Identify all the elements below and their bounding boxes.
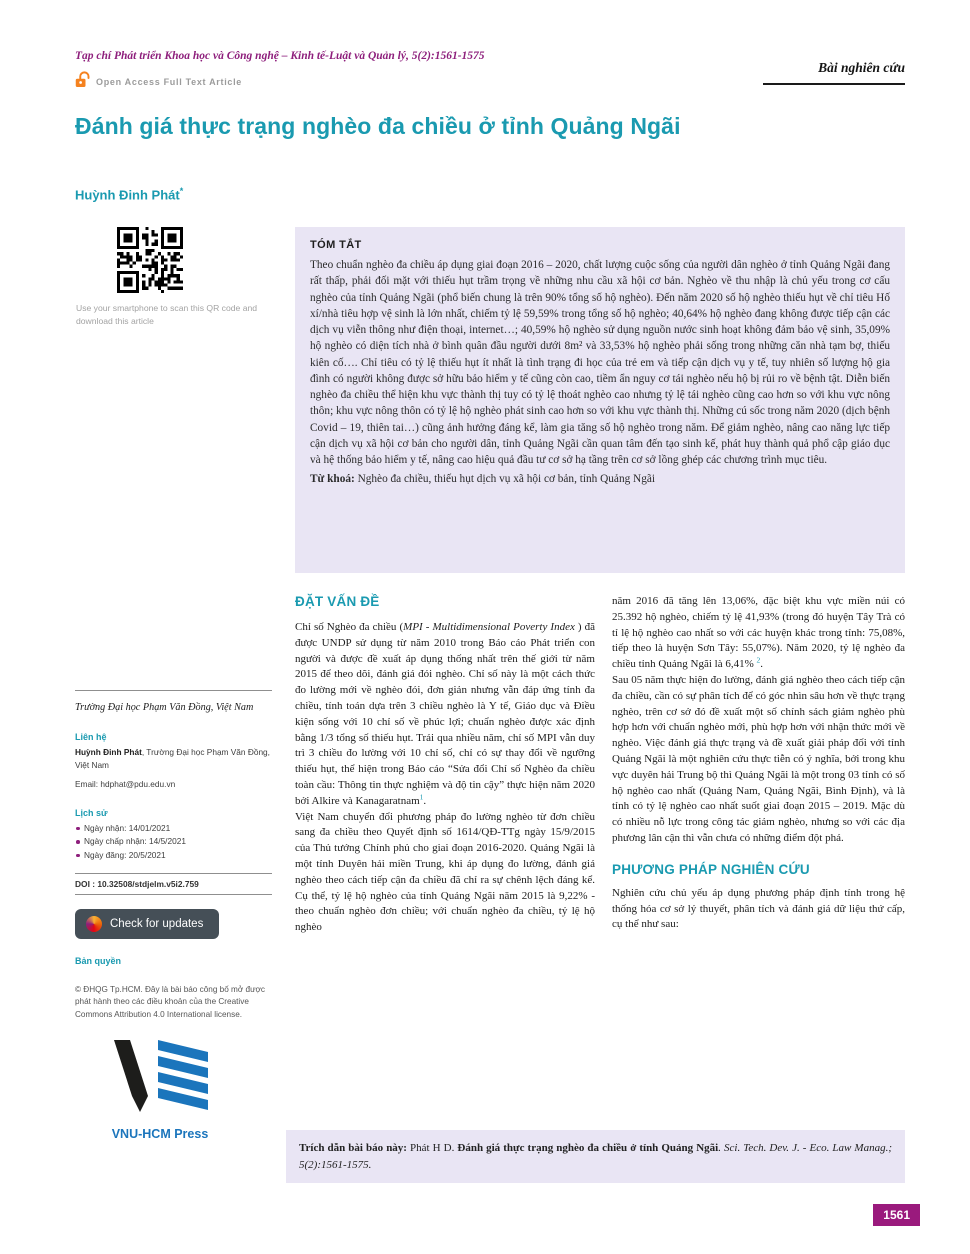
section-heading-dat-van-de: ĐẶT VẤN ĐỀ — [295, 594, 380, 609]
history-list — [75, 822, 272, 863]
open-access-label: Open Access Full Text Article — [96, 77, 243, 87]
citation-author: Phát H D. — [410, 1142, 458, 1154]
abstract-heading: TÓM TẮT — [310, 239, 362, 251]
history-heading: Lịch sử — [75, 807, 108, 818]
keywords-line — [310, 471, 890, 487]
doi-link[interactable]: DOI : 10.32508/stdjelm.v5i2.759 — [75, 873, 272, 895]
intro-paragraph-3: năm 2016 đã tăng lên 13,06%, đặc biệt khu vực miền núi có 25.392 hộ nghèo, chiếm tỷ lệ 41,93% (trong đó huyện Tây Trà có tỉ lệ hộ nghèo cao nhất so với các huyện khác trong tỉnh: 75,08%, tiếp theo là huyện Sơn Tây: 55,07%). Năm 2020, tỷ lệ nghèo đa chiều tỉnh Quảng Ngãi là 6,41% $^2$. — [612, 595, 905, 671]
intro-paragraph-4: Sau 05 năm thực hiện đo lường, đánh giá nghèo theo cách tiếp cận đa chiều, cần có sự phân tích để có góc nhìn sâu hơn về thực trạng nghèo, trên cơ sở đó đề xuất một số chính sách giảm nghèo phù hợp hơn với chuẩn nghèo mới, phù hợp hơn với nhận thức mới về nghèo. Việc đánh giá thực trạng và đề xuất giải pháp đối với tỉnh Quảng Ngãi là một nghiên cứu thực tiễn có ý nghĩa, bởi trong khu vực duyên hải Trung bộ thì Quảng Ngãi là một trong 03 tỉnh có số hộ nghèo cao nhất (Quảng Nam, Quảng Ngãi, Bình Định), và là tỉnh có tỷ lệ nghèo cao nhất suốt giai đoạn 2015 – 2019. Mặc dù có nhiều nỗ lực trong công tác giảm nghèo, nhưng so với các địa phương lân cận thì vẫn chưa có những điểm đột phá. — [612, 673, 905, 844]
citation-box — [286, 1130, 905, 1183]
mpi-term-italic: MPI - Multidimensional Poverty Index — [403, 621, 575, 633]
contact-heading: Liên hệ — [75, 732, 107, 743]
journal-title-line: Tạp chí Phát triển Khoa học và Công nghệ – Kinh tế-Luật và Quản lý, 5(2):1561-1575 — [75, 50, 485, 62]
sidebar-meta — [75, 690, 272, 1141]
keywords-label: Từ khoá: — [310, 473, 358, 486]
reference-link-1[interactable]: 1 — [419, 792, 424, 802]
abstract-text: Theo chuẩn nghèo đa chiều áp dụng giai đoạn 2016 – 2020, chất lượng cuộc sống của người dân nghèo ở tỉnh Quảng Ngãi đang rất thấp, phải đối mặt với thiếu hụt trầm trọng về những nhu cầu xã hội cơ bản. Nghèo về thu nhập là chủ yếu trong cơ cấu nghèo của tỉnh Quảng Ngãi (phổ biến chung là trên 90% tổng số hộ nghèo). Đến năm 2020 số hộ nghèo thiếu hụt về chỉ tiêu Hố xí/nhà tiêu hợp vệ sinh là lớn nhất, chiếm tỷ lệ 59,59% trong tổng số hộ nghèo; 40,64% hộ nghèo đang không được tiếp cận các dịch vụ viễn thông như điện thoại, internet…; 40,59% hộ nghèo sử dụng nguồn nước sinh hoạt không đảm bảo vệ sinh, 35,09% hộ nghèo có diện tích nhà ở bình quân đầu người dưới 8m² và 33,53% hộ nghèo phải sống trong những căn nhà tạm bợ, thiếu kiên cố…. Chỉ tiêu có tỷ lệ thiếu hụt ít nhất là tình trạng đi học của trẻ em và tiếp cận dịch vụ y tế, tuy nhiên số lượng hộ gia đình có người không được sở hữu bảo hiểm y tế cũng còn cao, tiềm ẩn nguy cơ tái nghèo nếu hộ bị rủi ro về bệnh tật. Diễn biến nghèo đa chiều thể hiện khu vực thành thị tuy có tỷ lệ thoát nghèo cao nhưng tỷ lệ tái nghèo cũng cao hơn so với khu vực nông thôn; khu vực nông thôn có tỷ lệ hộ nghèo phát sinh cao hơn so với khu vực thành thị. Những cú sốc trong năm 2020 (dịch bệnh Covid – 19, thiên tai…) cũng ảnh hưởng đáng kể, làm gia tăng số hộ nghèo trong năm. Để giảm nghèo, nâng cao năng lực tiếp cận dịch vụ xã hội cơ bản cho người dân, tỉnh Quảng Ngãi cần quan tâm đến tạo sinh kế, phát huy thành quả phổ cập giáo dục và hệ thống bảo hiểm y tế, nâng cao hiệu quả đầu tư cơ sở hạ tầng trên cơ sở lồng ghép các chương trình mục tiêu. — [310, 259, 891, 467]
history-item-received: Ngày nhận: 14/01/2021 — [75, 822, 272, 836]
copyright-heading: Bản quyền — [75, 955, 122, 966]
crossmark-icon — [86, 916, 102, 932]
methods-paragraph-1: Nghiên cứu chủ yếu áp dụng phương pháp định tính trong hệ thống hóa cơ sở lý thuyết, phân tích và đánh giá dữ liệu thứ cấp, cụ thể như sau: — [612, 886, 905, 931]
article-type-label: Bài nghiên cứu — [763, 60, 905, 85]
copyright-text: © ĐHQG Tp.HCM. Đây là bài báo công bố mở được phát hành theo các điều khoản của the Creative Commons Attribution 4.0 International license. — [75, 984, 266, 1020]
abstract-panel — [295, 227, 905, 573]
page-title: Đánh giá thực trạng nghèo đa chiều ở tỉnh Quảng Ngãi — [75, 113, 681, 139]
citation-label: Trích dẫn bài báo này: — [299, 1142, 411, 1154]
intro-paragraph-1: Chỉ số Nghèo đa chiều (MPI - Multidimensional Poverty Index ) đã được UNDP sử dụng từ năm 2010 trong Báo cáo Phát triển con người và được đề xuất áp dụng thống nhất trên thế giới từ năm 2015 để theo dõi, đánh giá đói nghèo. Chỉ số này là một cách thức đo lường mới về nghèo đói, đơn giản nhưng vẫn đáp ứng tính đa chiều, tính toán dựa trên 3 chiều nghèo là Y tế, Giáo dục và Điều kiện sống với 10 chỉ số về phúc lợi; chuẩn nghèo được xác định bằng 1/3 tổng số thiếu hụt. Trải qua nhiều năm, chỉ số MPI vẫn duy trì 3 chiều đo lường với 10 chỉ số, chỉ có sự thay đổi về ngưỡng thiếu hụt, thể hiện trong Báo cáo “Sửa đổi Chỉ số Nghèo đa chiều toàn cầu: Thông tin thực nghiệm và độ tin cậy” thực hiện năm 2020 bởi Alkire và Kanagaratnam$^1$. — [295, 621, 596, 807]
history-item-accepted: Ngày chấp nhận: 14/5/2021 — [75, 835, 272, 849]
contact-affiliation: , Trường Đại học Phạm Văn Đồng, Việt Nam — [75, 747, 270, 770]
history-item-published: Ngày đăng: 20/5/2021 — [75, 849, 272, 863]
qr-code — [117, 227, 183, 293]
section-heading-phuong-phap: PHƯƠNG PHÁP NGHIÊN CỨU — [612, 861, 810, 877]
intro-paragraph-2: Việt Nam chuyển đổi phương pháp đo lường nghèo từ đơn chiều sang đa chiều theo Quyết định số 1614/QĐ-TTg ngày 15/9/2015 của Thủ tướng Chính phủ cho giai đoạn 2016-2020. Quảng Ngãi là một tỉnh Duyên hải miền Trung, khi áp dụng đo lường, đánh giá nghèo theo cách tiếp cận đa chiều đã chỉ ra sự chênh lệch đáng kể. Cụ thể, tỷ lệ hộ nghèo của tỉnh Quảng Ngãi năm 2015 là 9,22% - theo chuẩn nghèo đơn chiều; với chuẩn nghèo đa chiều, tỷ lệ hộ nghèo — [295, 810, 595, 934]
author-corresponding-mark: * — [179, 186, 184, 196]
contact-name: Huỳnh Đinh Phát — [75, 747, 142, 758]
vnu-hcm-press-logo — [75, 1038, 245, 1141]
open-access-row — [75, 71, 242, 93]
check-for-updates-button[interactable] — [75, 909, 219, 939]
body-column-right — [612, 594, 905, 933]
contact-email[interactable]: Email: hdphat@pdu.edu.vn — [75, 779, 176, 790]
affiliation-text: Trường Đại học Phạm Văn Đồng, Việt Nam — [75, 702, 254, 713]
author-name: Huỳnh Đinh Phát* — [75, 186, 184, 203]
press-name: VNU-HCM Press — [111, 1126, 209, 1141]
citation-title: Đánh giá thực trạng nghèo đa chiều ở tỉnh Quảng Ngãi — [457, 1142, 719, 1154]
citation-journal: . Sci. Tech. Dev. J. - Eco. Law Manag.; 5(2):1561-1575. — [299, 1142, 892, 1171]
keywords-text: Nghèo đa chiều, thiếu hụt dịch vụ xã hội cơ bản, tỉnh Quảng Ngãi — [357, 473, 656, 486]
page-number: 1561 — [873, 1204, 920, 1226]
open-lock-icon — [75, 71, 90, 93]
reference-link-2[interactable]: 2 — [756, 655, 761, 665]
contact-block — [75, 746, 272, 771]
body-column-left — [295, 620, 595, 936]
qr-caption: Use your smartphone to scan this QR code and download this article — [76, 303, 258, 326]
check-for-updates-label: Check for updates — [110, 917, 204, 930]
